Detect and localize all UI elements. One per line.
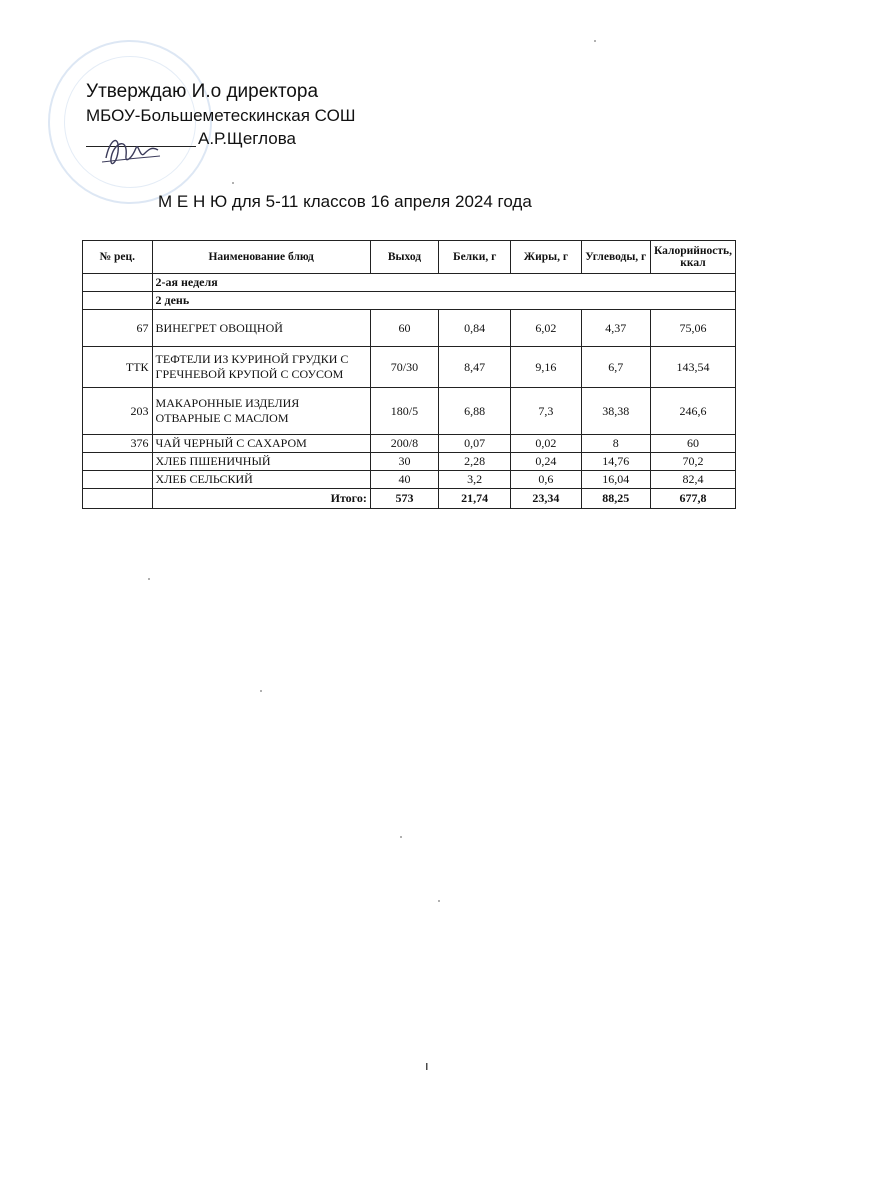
col-header: Выход [370, 241, 438, 274]
col-header: Калорийность, ккал [650, 241, 735, 274]
approval-signer: А.Р.Щеглова [198, 129, 296, 148]
table-row [83, 310, 736, 347]
scan-speck [232, 182, 234, 184]
recipe-number [83, 453, 153, 471]
table-row [83, 347, 736, 388]
recipe-number: 203 [83, 388, 153, 435]
scan-speck [148, 578, 150, 580]
total-portion: 573 [370, 489, 438, 509]
fat: 0,6 [511, 471, 581, 489]
total-protein: 21,74 [439, 489, 511, 509]
scan-speck [438, 900, 440, 902]
menu-title: М Е Н Ю для 5-11 классов 16 апреля 2024 года [158, 192, 532, 211]
fat: 0,24 [511, 453, 581, 471]
col-header: Наименование блюд [152, 241, 370, 274]
col-header: Углеводы, г [581, 241, 650, 274]
dish-name: ЧАЙ ЧЕРНЫЙ С САХАРОМ [152, 435, 370, 453]
dish-name: МАКАРОННЫЕ ИЗДЕЛИЯ ОТВАРНЫЕ С МАСЛОМ [152, 388, 370, 435]
week-row [83, 274, 736, 292]
total-label: Итого: [152, 489, 370, 509]
approval-title: Утверждаю И.о директора [86, 81, 319, 102]
carbs: 8 [581, 435, 650, 453]
total-calories: 677,8 [650, 489, 735, 509]
total-fat: 23,34 [511, 489, 581, 509]
carbs: 16,04 [581, 471, 650, 489]
protein: 3,2 [439, 471, 511, 489]
day-label: 2 день [152, 292, 735, 310]
protein: 0,07 [439, 435, 511, 453]
fat: 6,02 [511, 310, 581, 347]
recipe-number [83, 471, 153, 489]
portion: 30 [370, 453, 438, 471]
calories: 82,4 [650, 471, 735, 489]
portion: 200/8 [370, 435, 438, 453]
calories: 60 [650, 435, 735, 453]
protein: 0,84 [439, 310, 511, 347]
dish-name: ХЛЕБ ПШЕНИЧНЫЙ [152, 453, 370, 471]
portion: 40 [370, 471, 438, 489]
col-header: Белки, г [439, 241, 511, 274]
carbs: 38,38 [581, 388, 650, 435]
approval-school: МБОУ-Большеметескинская СОШ [86, 106, 356, 125]
calories: 246,6 [650, 388, 735, 435]
protein: 2,28 [439, 453, 511, 471]
scan-speck [400, 836, 402, 838]
calories: 143,54 [650, 347, 735, 388]
calories: 75,06 [650, 310, 735, 347]
dish-name: ХЛЕБ СЕЛЬСКИЙ [152, 471, 370, 489]
fat: 9,16 [511, 347, 581, 388]
menu-table [82, 240, 736, 509]
carbs: 4,37 [581, 310, 650, 347]
col-header: Жиры, г [511, 241, 581, 274]
recipe-number: 67 [83, 310, 153, 347]
recipe-number: 376 [83, 435, 153, 453]
dish-name: ТЕФТЕЛИ ИЗ КУРИНОЙ ГРУДКИ С ГРЕЧНЕВОЙ КРУПОЙ С СОУСОМ [152, 347, 370, 388]
fat: 7,3 [511, 388, 581, 435]
dish-name: ВИНЕГРЕТ ОВОЩНОЙ [152, 310, 370, 347]
protein: 8,47 [439, 347, 511, 388]
scan-speck [260, 690, 262, 692]
portion: 60 [370, 310, 438, 347]
carbs: 6,7 [581, 347, 650, 388]
table-row [83, 388, 736, 435]
table-row [83, 435, 736, 453]
total-carbs: 88,25 [581, 489, 650, 509]
portion: 180/5 [370, 388, 438, 435]
handwritten-signature [98, 128, 168, 174]
week-label: 2-ая неделя [152, 274, 735, 292]
fat: 0,02 [511, 435, 581, 453]
scan-mark: ı [425, 1058, 429, 1073]
table-header-row [83, 241, 736, 274]
day-row [83, 292, 736, 310]
calories: 70,2 [650, 453, 735, 471]
recipe-number: ТТК [83, 347, 153, 388]
col-header: № рец. [83, 241, 153, 274]
table-row [83, 471, 736, 489]
protein: 6,88 [439, 388, 511, 435]
scan-speck [594, 40, 596, 42]
table-row [83, 453, 736, 471]
total-row [83, 489, 736, 509]
carbs: 14,76 [581, 453, 650, 471]
portion: 70/30 [370, 347, 438, 388]
